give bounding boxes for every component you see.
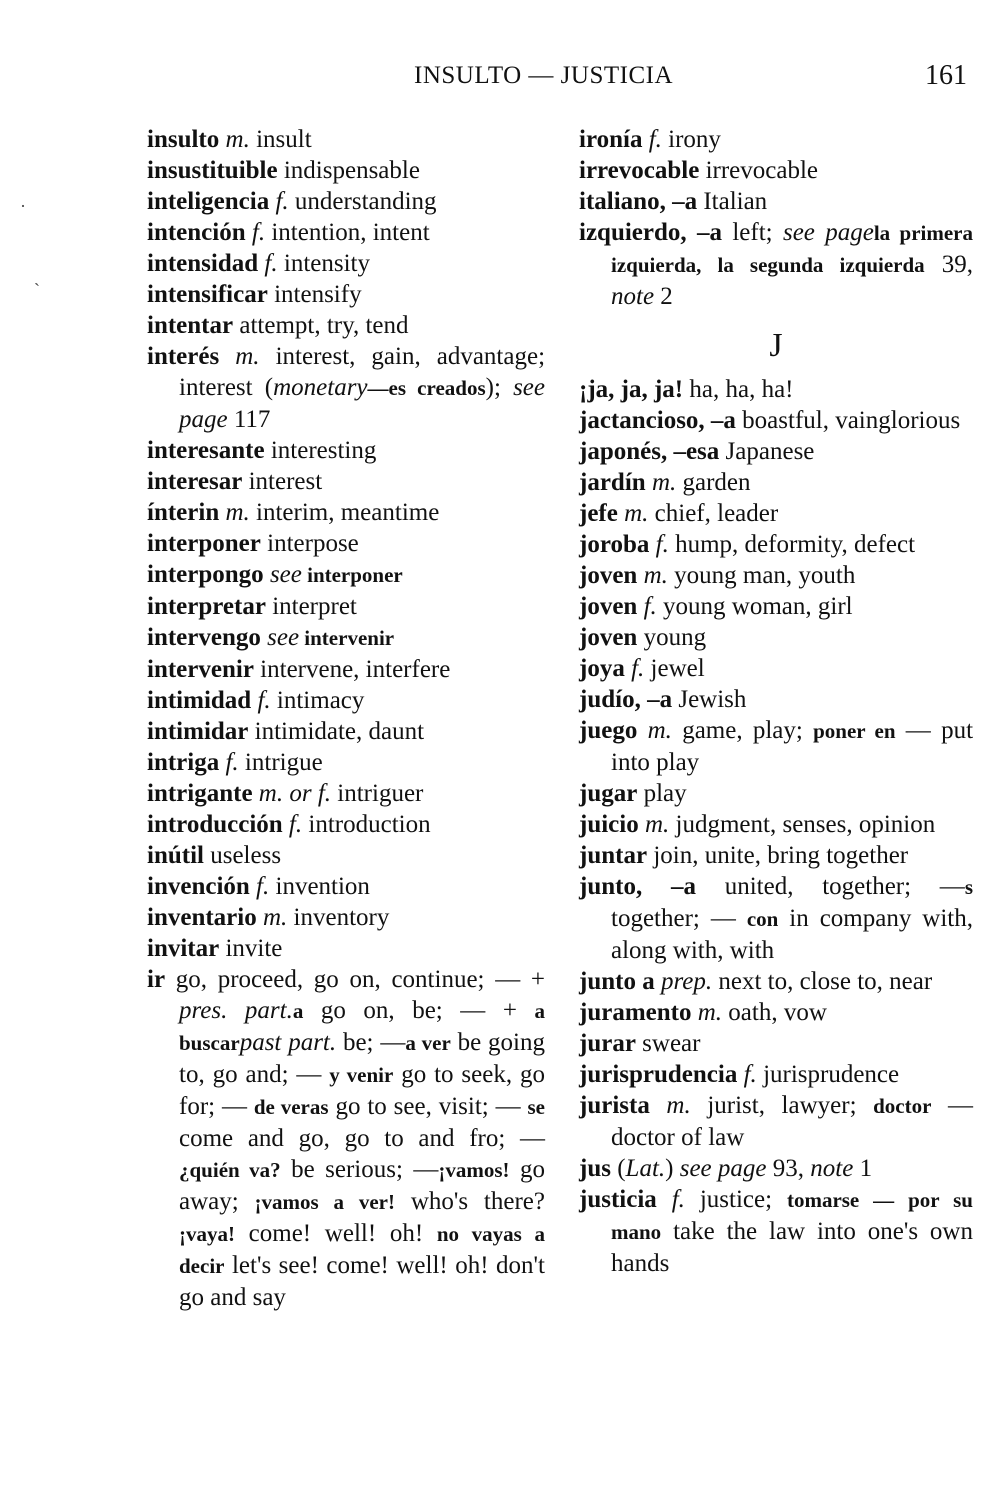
italic-note: see — [263, 561, 302, 588]
definition: take the law into one's own hands — [611, 1218, 973, 1277]
italic-note: see — [260, 624, 300, 651]
headword: jefe — [579, 500, 618, 527]
headword: invitar — [147, 935, 220, 962]
definition: oath, vow — [728, 999, 827, 1026]
headword: japonés, –esa — [579, 438, 720, 465]
definition: intrigue — [244, 749, 323, 776]
right-column — [579, 124, 973, 1279]
definition: introduction — [308, 811, 431, 838]
headword: inútil — [147, 842, 204, 869]
dictionary-entry — [579, 186, 973, 217]
headword: jurar — [579, 1030, 636, 1057]
page-number: 161 — [925, 60, 967, 91]
headword: intimidad — [147, 687, 252, 714]
definition: intensity — [283, 250, 370, 277]
definition: intention, intent — [271, 219, 430, 246]
gender-label: m. — [666, 1092, 691, 1119]
dictionary-entry — [579, 405, 973, 436]
headword: interesante — [147, 437, 265, 464]
headword: intentar — [147, 312, 234, 339]
headword: juntar — [579, 842, 648, 869]
definition: who's there? — [394, 1188, 545, 1215]
definition: come! well! oh! — [326, 1252, 497, 1279]
dictionary-entry — [147, 591, 545, 622]
dictionary-entry — [147, 124, 545, 155]
left-column — [147, 124, 545, 1313]
definition: Italian — [703, 188, 768, 215]
dictionary-entry — [147, 435, 545, 466]
spanish-phrase: —es creados — [367, 376, 486, 400]
headword: junto, –a — [579, 873, 696, 900]
headword: joven — [579, 562, 638, 589]
italic-note: see page — [679, 1155, 767, 1182]
dictionary-entry — [579, 622, 973, 653]
definition: go to seek, go for; — — [179, 1061, 545, 1120]
gender-label: f. — [288, 811, 303, 838]
gender-label: f. — [275, 188, 289, 215]
definition: 1 — [853, 1155, 873, 1182]
gender-label: f. — [655, 531, 669, 558]
definition: don't go and say — [179, 1252, 545, 1311]
headword: intensificar — [147, 281, 268, 308]
definition: irony — [668, 126, 721, 153]
dictionary-entry — [147, 497, 545, 528]
gender-label: m. — [651, 469, 677, 496]
dictionary-entry — [579, 467, 973, 498]
definition: Jewish — [678, 686, 747, 713]
dictionary-entry — [579, 1090, 973, 1153]
dictionary-entry — [147, 840, 545, 871]
definition: 39, — [924, 251, 974, 278]
gender-label: f. — [743, 1061, 757, 1088]
spanish-phrase: ¡vamos! — [438, 1158, 510, 1182]
dictionary-entry — [147, 654, 545, 685]
definition: young woman, girl — [663, 593, 853, 620]
dictionary-entry — [579, 997, 973, 1028]
spanish-phrase: de veras — [253, 1095, 329, 1119]
gender-label: m. — [225, 499, 250, 526]
dictionary-entry — [579, 1028, 973, 1059]
italic-note: prep. — [660, 968, 713, 995]
dictionary-entry — [579, 871, 973, 966]
dictionary-entry — [147, 871, 545, 902]
headword: jactancioso, –a — [579, 407, 736, 434]
dictionary-entry — [147, 902, 545, 933]
dictionary-entry — [147, 716, 545, 747]
spanish-phrase: se — [527, 1095, 545, 1119]
definition: justice; — [699, 1186, 787, 1213]
dictionary-entry — [147, 248, 545, 279]
headword: invención — [147, 873, 250, 900]
definition: game, play; — [682, 717, 814, 744]
gender-label: f. — [648, 126, 662, 153]
definition: ha, ha, ha! — [689, 376, 794, 403]
headword: jurista — [579, 1092, 650, 1119]
scan-speck: · — [20, 196, 26, 216]
italic-note: past part. — [239, 1029, 337, 1056]
definition: invention — [275, 873, 370, 900]
spanish-phrase: doctor — [873, 1094, 932, 1118]
definition: left; — [732, 219, 783, 246]
definition: 93, — [766, 1155, 811, 1182]
gender-label: f. — [643, 593, 657, 620]
gender-label: m. or f. — [258, 780, 332, 807]
italic-note: see page — [782, 219, 874, 246]
headword: junto a — [579, 968, 655, 995]
headword: jardín — [579, 469, 646, 496]
headword: juego — [579, 717, 638, 744]
dictionary-entry — [579, 374, 973, 405]
dictionary-entry — [147, 341, 545, 435]
dictionary-entry — [147, 217, 545, 248]
spanish-phrase: ¡vaya! — [179, 1222, 235, 1246]
definition: in company with, along with, with — [611, 905, 974, 964]
spanish-phrase: a ver — [405, 1031, 451, 1055]
headword: joven — [579, 593, 638, 620]
headword: interés — [147, 343, 220, 370]
dictionary-entry — [579, 560, 973, 591]
headword: interponer — [147, 530, 261, 557]
dictionary-entry — [579, 436, 973, 467]
definition: 2 — [654, 283, 673, 310]
headword: joya — [579, 655, 625, 682]
definition: boastful, vainglorious — [742, 407, 961, 434]
definition: join, unite, bring together — [653, 842, 909, 869]
gender-label: f. — [256, 873, 270, 900]
headword: izquierdo, –a — [579, 219, 722, 246]
dictionary-entry — [579, 1184, 973, 1279]
definition: come and go, go to and fro; — — [179, 1125, 545, 1152]
headword: intriga — [147, 749, 220, 776]
running-head — [0, 62, 1000, 96]
definition: indispensable — [283, 157, 420, 184]
dictionary-entry — [147, 747, 545, 778]
dictionary-entry — [147, 964, 545, 1313]
definition: hump, deformity, defect — [675, 531, 916, 558]
dictionary-entry — [147, 685, 545, 716]
spanish-phrase: la primera izquierda, la segunda izquierda — [611, 221, 973, 277]
headword: intensidad — [147, 250, 259, 277]
headword: interpongo — [147, 561, 264, 588]
headword: insulto — [147, 126, 220, 153]
dictionary-entry — [147, 466, 545, 497]
italic-note: note — [810, 1155, 854, 1182]
headword: ínterin — [147, 499, 220, 526]
headword: inteligencia — [147, 188, 270, 215]
definition: go on, be; — + — [303, 997, 535, 1024]
spanish-phrase: a — [292, 999, 304, 1023]
definition: interest — [248, 468, 323, 495]
definition: interim, meantime — [256, 499, 440, 526]
headword: juicio — [579, 811, 639, 838]
dictionary-entry — [147, 622, 545, 654]
definition: jurisprudence — [763, 1061, 900, 1088]
definition: go away; — [179, 1156, 545, 1215]
definition: intimidate, daunt — [254, 718, 425, 745]
definition: ) — [665, 1155, 680, 1182]
definition: Japanese — [725, 438, 815, 465]
definition: intriguer — [337, 780, 424, 807]
headword: jurisprudencia — [579, 1061, 738, 1088]
dictionary-entry — [579, 653, 973, 684]
definition: useless — [210, 842, 282, 869]
headword: ¡ja, ja, ja! — [579, 376, 684, 403]
dictionary-entry — [147, 186, 545, 217]
gender-label: f. — [264, 250, 278, 277]
headword: introducción — [147, 811, 283, 838]
gender-label: m. — [235, 343, 260, 370]
headword: joroba — [579, 531, 650, 558]
definition: young — [643, 624, 707, 651]
gender-label: m. — [647, 717, 672, 744]
spanish-phrase: ¿quién va? — [179, 1158, 281, 1182]
definition: ( — [617, 1155, 626, 1182]
definition: be going to, go and; — — [179, 1029, 545, 1088]
spanish-phrase: y venir — [329, 1063, 394, 1087]
letter-heading: J — [769, 327, 783, 364]
dictionary-entry — [147, 559, 545, 591]
spanish-phrase: con — [746, 907, 779, 931]
headword: interesar — [147, 468, 243, 495]
definition: understanding — [294, 188, 437, 215]
gender-label: m. — [225, 126, 250, 153]
spanish-phrase: no vayas a decir — [179, 1222, 545, 1278]
gender-label: m. — [624, 500, 649, 527]
definition: interesting — [270, 437, 377, 464]
definition: intimacy — [276, 687, 365, 714]
definition: garden — [682, 469, 751, 496]
gender-label: f. — [631, 655, 645, 682]
spanish-phrase: intervenir — [299, 626, 395, 650]
headword: irrevocable — [579, 157, 700, 184]
headword: joven — [579, 624, 638, 651]
headword: ir — [147, 966, 166, 993]
scan-speck: ˋ — [34, 280, 40, 300]
definition: interpret — [272, 593, 357, 620]
headword: jugar — [579, 780, 638, 807]
italic-note: note — [611, 283, 655, 310]
headword: interpretar — [147, 593, 266, 620]
definition: go to see, visit; — — [328, 1093, 528, 1120]
definition: jurist, lawyer; — [707, 1092, 874, 1119]
definition: jewel — [650, 655, 705, 682]
dictionary-entry — [579, 124, 973, 155]
definition: be serious; — — [280, 1156, 439, 1183]
definition: interpose — [267, 530, 359, 557]
definition: together; — — [611, 905, 747, 932]
definition: interest, gain, advantage; interest ( — [179, 343, 546, 401]
spanish-phrase: a buscar — [179, 999, 545, 1055]
dictionary-entry — [147, 155, 545, 186]
spanish-phrase: s — [964, 875, 973, 899]
headword: judío, –a — [579, 686, 673, 713]
definition: irrevocable — [705, 157, 819, 184]
definition: 117 — [227, 406, 271, 433]
spanish-phrase: ¡vamos a ver! — [254, 1190, 395, 1214]
definition: invite — [225, 935, 283, 962]
definition: — put into play — [611, 717, 974, 776]
running-head-title: INSULTO — JUSTICIA — [414, 62, 674, 89]
headword: juramento — [579, 999, 692, 1026]
gender-label: m. — [643, 562, 668, 589]
gender-label: m. — [697, 999, 723, 1026]
dictionary-entry — [579, 217, 973, 312]
gender-label: f. — [225, 749, 239, 776]
gender-label: f. — [671, 1186, 685, 1213]
dictionary-entry — [579, 591, 973, 622]
italic-note: pres. part. — [179, 997, 293, 1024]
dictionary-entry — [579, 684, 973, 715]
definition: chief, leader — [654, 500, 779, 527]
definition: intensify — [274, 281, 362, 308]
definition: — doctor of law — [611, 1092, 974, 1151]
headword: italiano, –a — [579, 188, 698, 215]
gender-label: m. — [262, 904, 288, 931]
definition: let's see! — [224, 1252, 327, 1279]
dictionary-entry — [147, 778, 545, 809]
definition: come! well! oh! — [235, 1220, 437, 1247]
dictionary-entry — [147, 809, 545, 840]
dictionary-entry — [579, 155, 973, 186]
headword: intrigante — [147, 780, 253, 807]
gender-label: f. — [257, 687, 271, 714]
spanish-phrase: tomarse — por su mano — [611, 1188, 973, 1244]
dictionary-entry — [579, 1153, 973, 1184]
dictionary-entry — [579, 778, 973, 809]
definition: be; — — [336, 1029, 406, 1056]
gender-label: f. — [251, 219, 266, 246]
definition: judgment, senses, opinion — [675, 811, 936, 838]
definition: play — [643, 780, 687, 807]
headword: intervenir — [147, 656, 254, 683]
definition: young man, youth — [674, 562, 856, 589]
headword: intervengo — [147, 624, 261, 651]
headword: justicia — [579, 1186, 657, 1213]
dictionary-entry — [579, 529, 973, 560]
definition: inventory — [293, 904, 390, 931]
headword: jus — [579, 1155, 611, 1182]
headword: intención — [147, 219, 246, 246]
dictionary-entry — [579, 1059, 973, 1090]
dictionary-entry — [147, 310, 545, 341]
definition: next to, close to, near — [712, 968, 933, 995]
definition: go, proceed, go on, continue; — + — [175, 966, 546, 993]
dictionary-entry — [147, 279, 545, 310]
definition: united, together; — — [724, 873, 965, 900]
dictionary-entry — [579, 966, 973, 997]
headword: insustituible — [147, 157, 278, 184]
definition: insult — [256, 126, 312, 153]
italic-note: see page — [179, 374, 545, 433]
gender-label: m. — [644, 811, 670, 838]
headword: inventario — [147, 904, 257, 931]
dictionary-entry — [579, 809, 973, 840]
dictionary-entry — [579, 498, 973, 529]
dictionary-entry — [147, 528, 545, 559]
dictionary-entry — [579, 840, 973, 871]
dictionary-entry — [579, 715, 973, 778]
definition: intervene, interfere — [260, 656, 451, 683]
spanish-phrase: interponer — [301, 563, 403, 587]
spanish-phrase: poner en — [813, 719, 896, 743]
headword: intimidar — [147, 718, 249, 745]
definition: attempt, try, tend — [239, 312, 409, 339]
italic-note: monetary — [273, 374, 368, 401]
definition: ); — [485, 374, 514, 401]
definition: swear — [642, 1030, 701, 1057]
italic-note: Lat. — [625, 1155, 666, 1182]
dictionary-entry — [147, 933, 545, 964]
headword: ironía — [579, 126, 643, 153]
